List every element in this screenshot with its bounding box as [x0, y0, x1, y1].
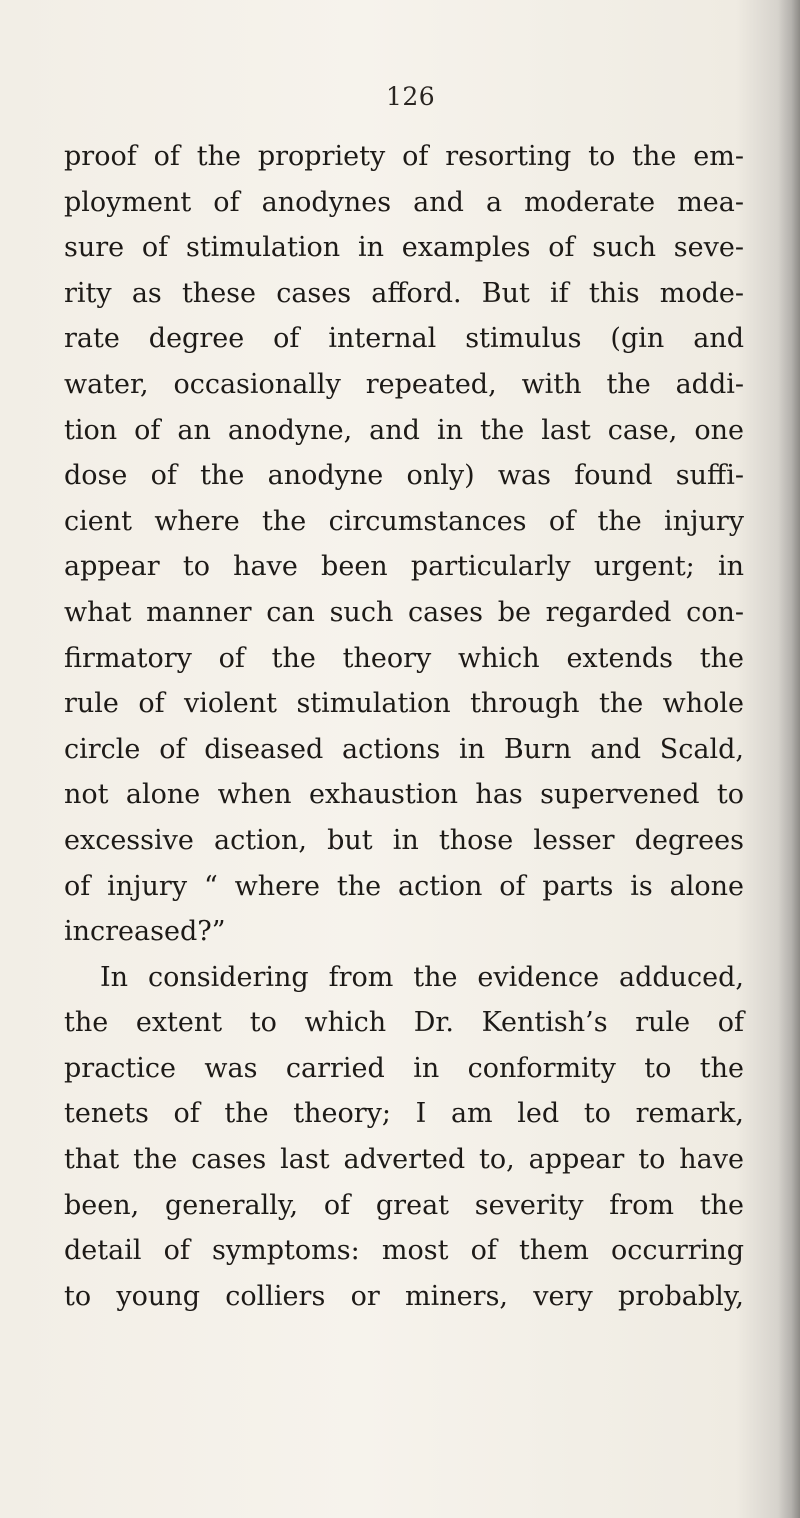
text-line-10: appear to have been particularly urgent; in	[64, 551, 744, 583]
text-line-24: been, generally, of great severity from the	[64, 1189, 744, 1221]
text-line-4: rity as these cases afford. But if this mode-	[64, 277, 744, 309]
text-line-12: firmatory of the theory which extends the	[64, 642, 744, 674]
text-line-17: of injury “ where the action of parts is alone	[64, 870, 744, 902]
text-line-25: detail of symptoms: most of them occurring	[64, 1235, 744, 1267]
text-line-11: what manner can such cases be regarded con-	[64, 596, 744, 628]
text-line-14: circle of diseased actions in Burn and Scald,	[64, 733, 744, 765]
text-line-6: water, occasionally repeated, with the addi-	[64, 368, 744, 400]
page-number: 126	[386, 82, 436, 111]
text-line-26: to young colliers or miners, very probably,	[64, 1280, 744, 1312]
text-line-5: rate degree of internal stimulus (gin and	[64, 323, 744, 355]
text-line-8: dose of the anodyne only) was found suffi-	[64, 460, 744, 492]
text-line-7: tion of an anodyne, and in the last case, one	[64, 414, 744, 446]
text-line-22: tenets of the theory; I am led to remark,	[64, 1098, 744, 1130]
page-edge-shadow	[778, 0, 800, 1518]
text-line-21: practice was carried in conformity to the	[64, 1052, 744, 1084]
text-line-23: that the cases last adverted to, appear to have	[64, 1144, 744, 1176]
text-line-9: cient where the circumstances of the injury	[64, 505, 744, 537]
text-line-19: In considering from the evidence adduced,	[100, 961, 744, 993]
text-line-16: excessive action, but in those lesser degrees	[64, 824, 744, 856]
body-text	[64, 134, 744, 1319]
text-line-20: the extent to which Dr. Kentish’s rule of	[64, 1007, 744, 1039]
text-line-3: sure of stimulation in examples of such seve-	[64, 232, 744, 264]
text-line-15: not alone when exhaustion has supervened to	[64, 779, 744, 811]
text-line-13: rule of violent stimulation through the whole	[64, 688, 744, 720]
text-line-2: ployment of anodynes and a moderate mea-	[64, 186, 744, 218]
text-line-1: proof of the propriety of resorting to the em-	[64, 141, 744, 172]
text-line-18: increased?”	[64, 916, 226, 948]
